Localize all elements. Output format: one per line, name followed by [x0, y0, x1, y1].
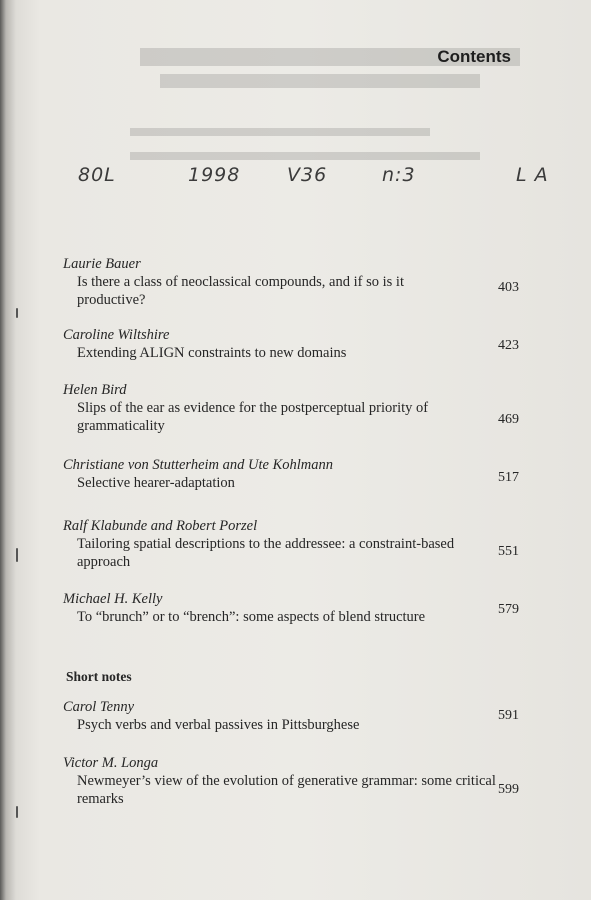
entry-page-number: 469 — [498, 412, 519, 427]
entry-author: Christiane von Stutterheim and Ute Kohlmann — [63, 457, 333, 473]
entry-page-number: 403 — [498, 280, 519, 295]
entry-page-number: 599 — [498, 782, 519, 797]
annotation-text-b: 1998 — [188, 164, 241, 186]
entry-page-number: 579 — [498, 602, 519, 617]
entry-title: Newmeyer’s view of the evolution of generative grammar: some critical remarks — [77, 773, 496, 807]
short-notes-heading: Short notes — [66, 669, 132, 684]
toc-entry — [63, 698, 523, 734]
contents-heading: Contents — [437, 47, 511, 66]
entry-author: Victor M. Longa — [63, 755, 159, 771]
entry-page-number: 423 — [498, 338, 519, 353]
annotation-text-e: L A — [516, 164, 549, 186]
entry-author: Laurie Bauer — [63, 256, 141, 272]
entry-title: Psych verbs and verbal passives in Pittsburghese — [77, 717, 360, 733]
toc-entry — [63, 381, 523, 435]
entry-title: Slips of the ear as evidence for the postperceptual priority of grammaticality — [77, 400, 429, 434]
entry-title: Selective hearer-adaptation — [77, 475, 235, 491]
entry-title: Extending ALIGN constraints to new domains — [77, 345, 347, 361]
scan-mark — [16, 308, 18, 318]
toc-entry — [63, 517, 523, 571]
handwritten-annotation — [0, 164, 591, 198]
toc-entry — [63, 590, 523, 626]
entry-author: Carol Tenny — [63, 699, 135, 715]
annotation-text-c: V36 — [287, 164, 328, 186]
entry-author: Ralf Klabunde and Robert Porzel — [63, 518, 258, 534]
entry-author: Helen Bird — [63, 382, 127, 398]
scan-mark — [16, 806, 18, 818]
entry-title: Tailoring spatial descriptions to the addressee: a constraint-based approach — [77, 536, 455, 570]
entry-page-number: 551 — [498, 544, 519, 559]
toc-entry — [63, 754, 523, 808]
toc-entry — [63, 456, 523, 492]
entry-page-number: 591 — [498, 708, 519, 723]
scan-mark — [16, 548, 18, 562]
entry-author: Caroline Wiltshire — [63, 327, 170, 343]
entry-author: Michael H. Kelly — [63, 591, 163, 607]
toc-entry — [63, 326, 523, 362]
annotation-text-a: 80L — [78, 164, 116, 186]
entry-page-number: 517 — [498, 470, 519, 485]
entry-title: To “brunch” or to “brench”: some aspects of blend structure — [77, 609, 426, 625]
annotation-text-d: n:3 — [382, 164, 416, 186]
entry-title: Is there a class of neoclassical compounds, and if so is it productive? — [77, 274, 404, 308]
toc-entry — [63, 255, 523, 309]
